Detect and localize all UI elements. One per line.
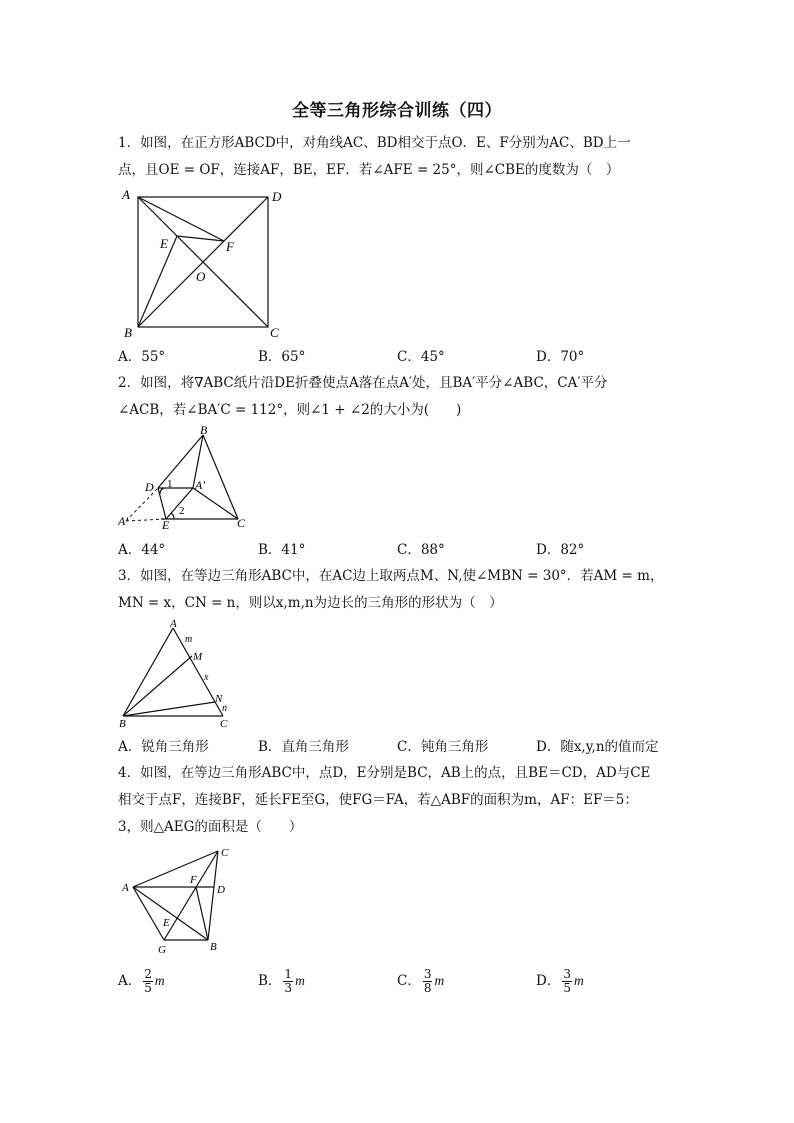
question-2-options [118,538,698,560]
label-a-original: A′ [118,514,128,528]
angle-2-arc [171,513,174,519]
option-d-variable: m [573,973,584,988]
label-d: D [217,884,225,896]
side-ac [133,851,218,887]
option-c[interactable]: C．钝角三角形 [397,739,489,755]
label-b: B [124,325,132,340]
fold-line-de [158,488,166,519]
label-n: N [215,693,223,705]
option-a-numerator: 2 [144,967,152,981]
segment-bf [196,887,208,940]
option-a[interactable]: A．锐角三角形 [118,739,209,755]
option-d[interactable]: D．随x,y,n的值而定 [536,739,659,755]
option-a[interactable] [118,968,165,995]
question-1-figure [118,185,298,345]
label-angle-1: 1 [167,478,173,490]
label-c: C [237,516,246,530]
label-m: M [193,651,203,663]
option-c[interactable] [397,968,444,995]
label-a-prime: A′ [195,478,205,492]
question-2-line-2: ∠ACB，若∠BA′C = 112°，则∠1 + ∠2的大小为( ) [118,402,462,418]
option-a-variable: m [154,973,165,988]
question-4-figure [118,843,243,958]
segment-af [138,197,224,241]
option-a-denominator: 5 [144,981,152,995]
label-n-length: n [222,703,227,714]
label-a: A [170,618,177,630]
option-d-denominator: 5 [563,981,571,995]
option-c-fraction [423,968,433,995]
option-b[interactable]: B．65° [258,349,306,365]
question-3-line-1: 3．如图，在等边三角形ABC中，在AC边上取两点M、N,使∠MBN = 30°．若AM = m， [118,568,664,584]
label-m-length: m [185,634,193,645]
option-c[interactable]: C．88° [397,542,445,558]
label-f: F [190,874,197,886]
label-angle-2: 2 [179,505,185,517]
option-c-variable: m [434,973,445,988]
option-b[interactable] [258,968,305,995]
dashed-a-to-e [126,519,166,521]
option-d[interactable] [536,968,584,995]
option-b-denominator: 3 [284,981,293,995]
question-1-stem [118,130,678,184]
label-b: B [210,941,217,953]
question-3-line-2: MN = x，CN = n，则以x,m,n为边长的三角形的形状为（ ） [118,595,503,611]
question-2-stem [118,370,678,424]
label-a: A [122,882,129,894]
option-d-prefix: D． [536,973,561,989]
label-c: C [270,325,279,340]
label-b: B [119,718,126,730]
option-b[interactable]: B．41° [258,542,306,558]
question-2-line-1: 2．如图，将∇ABC纸片沿DE折叠使点A落在点A′处，且BA′平分∠ABC，CA′平分 [118,375,608,391]
question-4-line-1: 4．如图，在等边三角形ABC中，点D，E分别是BC，AB上的点，且BE＝CD，AD与CE [118,765,651,781]
question-4-options [118,968,698,1002]
segment-ag [133,887,164,940]
label-d: D [145,480,154,494]
label-f: F [226,239,234,254]
page-title: 全等三角形综合训练（四） [292,101,502,121]
label-g: G [158,944,166,956]
option-a[interactable]: A．44° [118,542,166,558]
label-x-length: x [204,672,209,683]
question-3-stem [118,563,678,617]
question-4-stem [118,760,678,841]
question-4-line-2: 相交于点F，连接BF，延长FE至G，使FG＝FA，若△ABF的面积为m，AF：EF＝5： [118,792,638,808]
option-d-numerator: 3 [563,967,571,981]
question-4-line-3: 3，则△AEG的面积是（ ） [118,819,303,835]
label-d: D [272,189,282,204]
option-b-numerator: 1 [284,967,293,981]
label-c: C [221,847,229,859]
question-3-options [118,735,698,757]
option-d[interactable]: D．82° [536,542,585,558]
option-c-numerator: 3 [423,967,432,981]
label-b: B [200,425,208,437]
option-a-fraction [143,968,153,995]
option-d-fraction [562,968,572,995]
option-b-variable: m [295,973,305,988]
side-ab [123,628,173,716]
label-e: E [163,917,170,929]
label-e: E [160,236,168,251]
label-e: E [162,518,170,532]
segment-be [138,236,177,327]
question-2-figure [118,425,258,535]
option-c[interactable]: C．45° [397,349,445,365]
question-3-figure [118,618,238,730]
angle-1-arc [160,488,164,494]
option-b-fraction [283,968,293,995]
question-1-line-2: 点，且OE = OF，连接AF，BE，EF．若∠AFE = 25°，则∠CBE的度数为（ ） [118,162,620,178]
side-ab [133,887,208,940]
option-a-prefix: A． [118,973,142,989]
option-b-prefix: B． [258,973,282,989]
label-c: C [220,718,228,730]
option-c-prefix: C． [397,973,421,989]
option-d[interactable]: D．70° [536,349,585,365]
question-1-line-1: 1．如图，在正方形ABCD中，对角线AC、BD相交于点O．E、F分别为AC、BD上一 [118,135,631,151]
option-a[interactable]: A．55° [118,349,166,365]
label-a: A [122,187,130,202]
question-1-options [118,345,698,367]
option-b[interactable]: B．直角三角形 [258,739,349,755]
option-c-denominator: 8 [423,981,432,995]
label-o: O [196,269,206,284]
